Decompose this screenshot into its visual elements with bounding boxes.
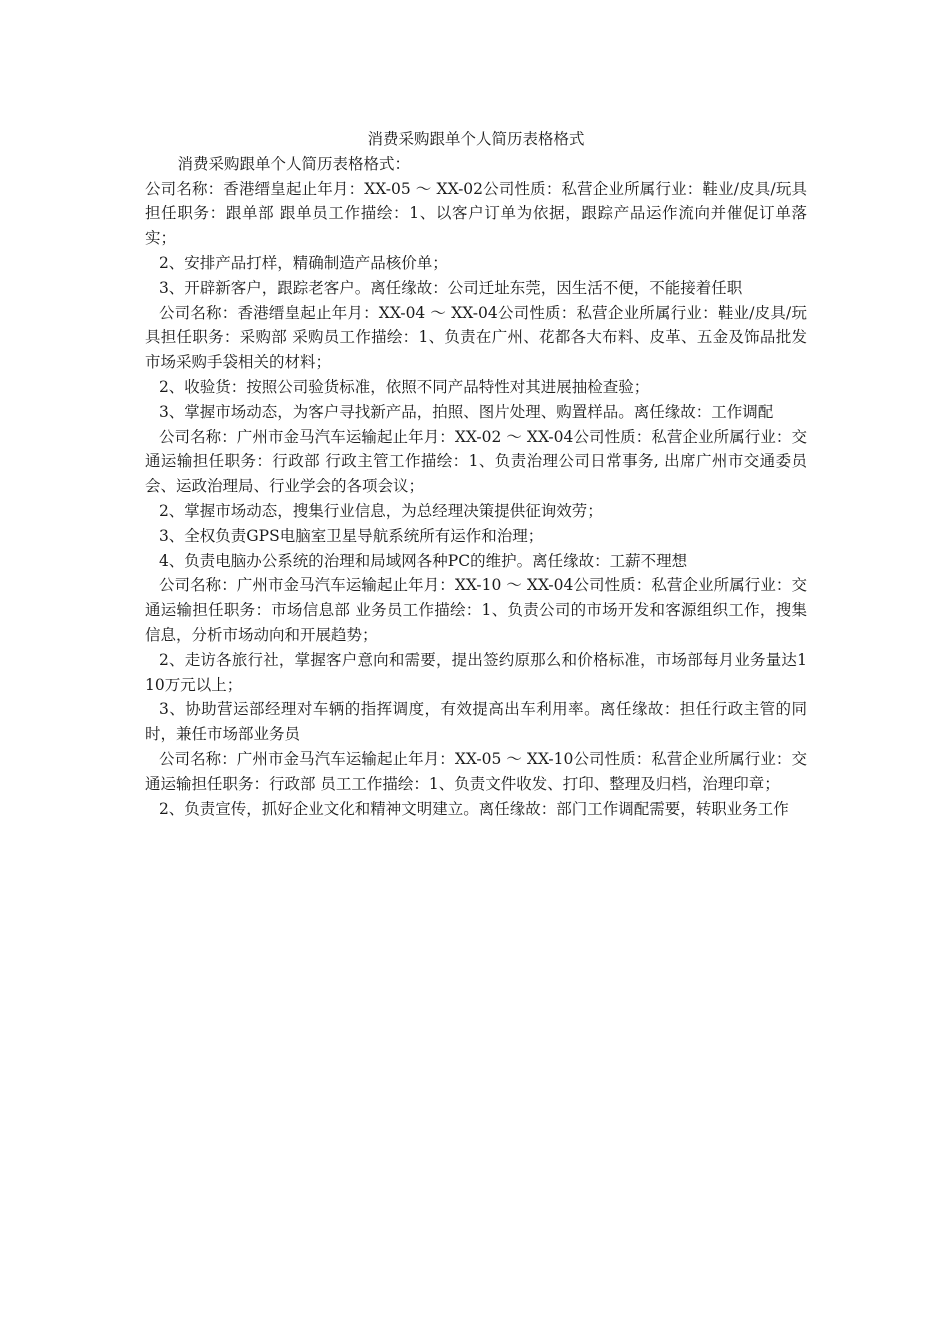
paragraph: 2、走访各旅行社，掌握客户意向和需要，提出签约原那么和价格标准，市场部每月业务量达110万元以上； (145, 650, 807, 694)
paragraph: 2、安排产品打样，精确制造产品核价单； (158, 253, 448, 272)
paragraph: 3、全权负责GPS电脑室卫星导航系统所有运作和治理； (158, 526, 544, 545)
paragraph: 公司名称：广州市金马汽车运输起止年月：XX-05 ～ XX-10公司性质：私营企业所属行业：交通运输担任职务：行政部 员工工作描绘：1、负责文件收发、打印、整理及归档，治理印章； (145, 749, 807, 793)
document-intro: 消费采购跟单个人简历表格格式： (177, 154, 411, 173)
paragraph: 公司名称：香港缙皇起止年月：XX-04 ～ XX-04公司性质：私营企业所属行业：鞋业/皮具/玩具担任职务：采购部 采购员工作描绘：1、负责在广州、花都各大布料、皮革、五金及饰品批发市场采购手袋相关的材料； (145, 303, 807, 372)
paragraph: 3、开辟新客户，跟踪老客户。离任缘故：公司迁址东莞，因生活不便，不能接着任职 (158, 278, 743, 297)
paragraph: 公司名称：香港缙皇起止年月：XX-05 ～ XX-02公司性质：私营企业所属行业：鞋业/皮具/玩具担任职务：跟单部 跟单员工作描绘：1、以客户订单为依据，跟踪产品运作流向并催促订单落实； (145, 179, 807, 248)
document-title: 消费采购跟单个人简历表格格式 (367, 130, 585, 148)
paragraph: 2、掌握市场动态，搜集行业信息，为总经理决策提供征询效劳； (158, 501, 603, 520)
paragraph: 4、负责电脑办公系统的治理和局域网各种PC的维护。离任缘故：工薪不理想 (158, 551, 688, 570)
paragraph: 3、协助营运部经理对车辆的指挥调度，有效提高出车利用率。离任缘故：担任行政主管的同时，兼任市场部业务员 (145, 700, 807, 744)
paragraph: 3、掌握市场动态，为客户寻找新产品，拍照、图片处理、购置样品。离任缘故：工作调配 (158, 402, 774, 421)
paragraph: 2、收验货：按照公司验货标准，依照不同产品特性对其进展抽检查验； (158, 377, 650, 396)
paragraph: 公司名称：广州市金马汽车运输起止年月：XX-10 ～ XX-04公司性质：私营企业所属行业：交通运输担任职务：市场信息部 业务员工作描绘：1、负责公司的市场开发和客源组织工作，搜集信息，分析市场动向和开展趋势； (145, 576, 807, 644)
paragraph: 公司名称：广州市金马汽车运输起止年月：XX-02 ～ XX-04公司性质：私营企业所属行业：交通运输担任职务：行政部 行政主管工作描绘：1、负责治理公司日常事务, 出席广州市交通委员会、运政治理局、行业学会的各项会议； (145, 427, 807, 496)
paragraph: 2、负责宣传，抓好企业文化和精神文明建立。离任缘故：部门工作调配需要，转职业务工作 (158, 799, 789, 818)
document-page (145, 127, 807, 821)
